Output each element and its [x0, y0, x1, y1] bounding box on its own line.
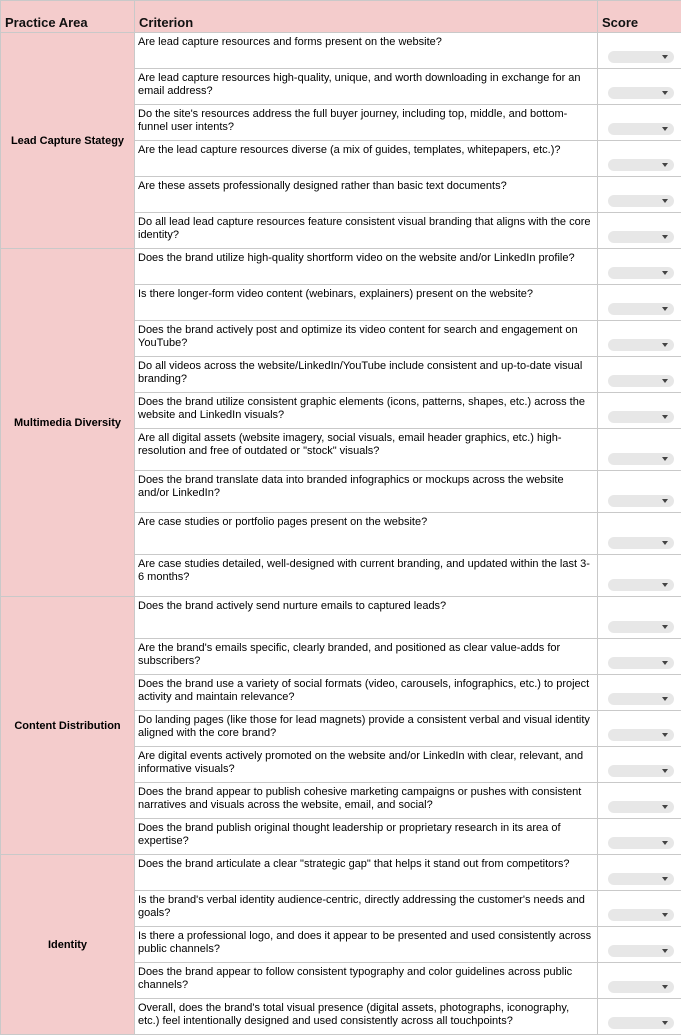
chevron-down-icon[interactable] [662, 625, 668, 629]
criterion-cell[interactable]: Does the brand translate data into branded infographics or mockups across the website and/or LinkedIn? [135, 471, 598, 513]
score-dropdown[interactable] [608, 411, 674, 423]
chevron-down-icon[interactable] [662, 733, 668, 737]
chevron-down-icon[interactable] [662, 127, 668, 131]
score-cell[interactable] [598, 393, 681, 429]
score-cell[interactable] [598, 249, 681, 285]
score-cell[interactable] [598, 747, 681, 783]
criterion-cell[interactable]: Are the lead capture resources diverse (a mix of guides, templates, whitepapers, etc.)? [135, 141, 598, 177]
score-cell[interactable] [598, 597, 681, 639]
score-dropdown[interactable] [608, 123, 674, 135]
criterion-cell[interactable]: Does the brand appear to follow consistent typography and color guidelines across public channels? [135, 963, 598, 999]
score-dropdown[interactable] [608, 339, 674, 351]
criterion-cell[interactable]: Does the brand actively post and optimize its video content for search and engagement on YouTube? [135, 321, 598, 357]
chevron-down-icon[interactable] [662, 379, 668, 383]
criterion-cell[interactable]: Overall, does the brand's total visual presence (digital assets, photographs, iconography, etc.) feel intentionally designed and used consistently across all touchpoints? [135, 999, 598, 1035]
chevron-down-icon[interactable] [662, 841, 668, 845]
chevron-down-icon[interactable] [662, 985, 668, 989]
score-dropdown[interactable] [608, 693, 674, 705]
score-dropdown[interactable] [608, 837, 674, 849]
score-cell[interactable] [598, 639, 681, 675]
chevron-down-icon[interactable] [662, 877, 668, 881]
score-cell[interactable] [598, 429, 681, 471]
table-row [1, 855, 681, 891]
score-dropdown[interactable] [608, 801, 674, 813]
criterion-cell[interactable]: Is the brand's verbal identity audience-centric, directly addressing the customer's needs and goals? [135, 891, 598, 927]
criterion-cell[interactable]: Are digital events actively promoted on the website and/or LinkedIn with clear, relevant, and informative visuals? [135, 747, 598, 783]
criterion-cell[interactable]: Does the brand articulate a clear "strategic gap" that helps it stand out from competitors? [135, 855, 598, 891]
criterion-cell[interactable]: Does the brand utilize high-quality shortform video on the website and/or LinkedIn profile? [135, 249, 598, 285]
chevron-down-icon[interactable] [662, 271, 668, 275]
header-score[interactable]: Score [598, 1, 681, 33]
criterion-cell[interactable]: Do all videos across the website/LinkedIn/YouTube include consistent and up-to-date visual branding? [135, 357, 598, 393]
chevron-down-icon[interactable] [662, 235, 668, 239]
chevron-down-icon[interactable] [662, 541, 668, 545]
criterion-cell[interactable]: Does the brand utilize consistent graphic elements (icons, patterns, shapes, etc.) across the website and LinkedIn visuals? [135, 393, 598, 429]
score-cell[interactable] [598, 711, 681, 747]
chevron-down-icon[interactable] [662, 91, 668, 95]
score-dropdown[interactable] [608, 981, 674, 993]
score-dropdown[interactable] [608, 909, 674, 921]
chevron-down-icon[interactable] [662, 913, 668, 917]
criterion-cell[interactable]: Does the brand use a variety of social formats (video, carousels, infographics, etc.) to project activity and maintain relevance? [135, 675, 598, 711]
criterion-cell[interactable]: Does the brand appear to publish cohesive marketing campaigns or pushes with consistent narratives and visuals across the website, email, and social? [135, 783, 598, 819]
score-cell[interactable] [598, 471, 681, 513]
score-dropdown[interactable] [608, 1017, 674, 1029]
score-cell[interactable] [598, 357, 681, 393]
score-cell[interactable] [598, 963, 681, 999]
table-row [1, 249, 681, 285]
score-cell[interactable] [598, 819, 681, 855]
criterion-cell[interactable]: Do landing pages (like those for lead magnets) provide a consistent verbal and visual identity aligned with the core brand? [135, 711, 598, 747]
criterion-cell[interactable]: Do all lead lead capture resources feature consistent visual branding that aligns with the core identity? [135, 213, 598, 249]
score-cell[interactable] [598, 783, 681, 819]
chevron-down-icon[interactable] [662, 499, 668, 503]
chevron-down-icon[interactable] [662, 457, 668, 461]
score-cell[interactable] [598, 141, 681, 177]
score-cell[interactable] [598, 321, 681, 357]
score-dropdown[interactable] [608, 765, 674, 777]
practice-area-cell[interactable]: Identity [1, 855, 135, 1035]
criterion-cell[interactable]: Are all digital assets (website imagery, social visuals, email header graphics, etc.) high-resolution and free of outdated or "stock" visuals? [135, 429, 598, 471]
score-dropdown[interactable] [608, 537, 674, 549]
score-dropdown[interactable] [608, 195, 674, 207]
chevron-down-icon[interactable] [662, 805, 668, 809]
chevron-down-icon[interactable] [662, 583, 668, 587]
score-cell[interactable] [598, 555, 681, 597]
chevron-down-icon[interactable] [662, 1021, 668, 1025]
score-dropdown[interactable] [608, 159, 674, 171]
score-cell[interactable] [598, 891, 681, 927]
score-dropdown[interactable] [608, 267, 674, 279]
score-cell[interactable] [598, 855, 681, 891]
header-criterion[interactable]: Criterion [135, 1, 598, 33]
chevron-down-icon[interactable] [662, 415, 668, 419]
chevron-down-icon[interactable] [662, 949, 668, 953]
score-cell[interactable] [598, 105, 681, 141]
score-cell[interactable] [598, 927, 681, 963]
score-cell[interactable] [598, 513, 681, 555]
score-dropdown[interactable] [608, 657, 674, 669]
score-dropdown[interactable] [608, 453, 674, 465]
chevron-down-icon[interactable] [662, 163, 668, 167]
score-cell[interactable] [598, 675, 681, 711]
criterion-cell[interactable]: Are lead capture resources and forms present on the website? [135, 33, 598, 69]
score-cell[interactable] [598, 999, 681, 1035]
score-cell[interactable] [598, 33, 681, 69]
criterion-cell[interactable]: Are lead capture resources high-quality, unique, and worth downloading in exchange for an email address? [135, 69, 598, 105]
score-cell[interactable] [598, 177, 681, 213]
practice-area-cell[interactable]: Content Distribution [1, 597, 135, 855]
table-row [1, 33, 681, 69]
criterion-cell[interactable]: Does the brand actively send nurture emails to captured leads? [135, 597, 598, 639]
chevron-down-icon[interactable] [662, 55, 668, 59]
score-dropdown[interactable] [608, 621, 674, 633]
header-practice-area[interactable]: Practice Area [1, 1, 135, 33]
criterion-cell[interactable]: Are these assets professionally designed rather than basic text documents? [135, 177, 598, 213]
score-dropdown[interactable] [608, 87, 674, 99]
score-dropdown[interactable] [608, 231, 674, 243]
chevron-down-icon[interactable] [662, 307, 668, 311]
chevron-down-icon[interactable] [662, 199, 668, 203]
score-dropdown[interactable] [608, 375, 674, 387]
criterion-cell[interactable]: Is there a professional logo, and does it appear to be presented and used consistently across public channels? [135, 927, 598, 963]
criterion-cell[interactable]: Are the brand's emails specific, clearly branded, and positioned as clear value-adds for subscribers? [135, 639, 598, 675]
criterion-cell[interactable]: Do the site's resources address the full buyer journey, including top, middle, and bottom-funnel user intents? [135, 105, 598, 141]
score-cell[interactable] [598, 285, 681, 321]
criterion-cell[interactable]: Does the brand publish original thought leadership or proprietary research in its area of expertise? [135, 819, 598, 855]
chevron-down-icon[interactable] [662, 343, 668, 347]
criterion-cell[interactable]: Is there longer-form video content (webinars, explainers) present on the website? [135, 285, 598, 321]
score-dropdown[interactable] [608, 495, 674, 507]
criterion-cell[interactable]: Are case studies detailed, well-designed with current branding, and updated within the last 3-6 months? [135, 555, 598, 597]
score-dropdown[interactable] [608, 729, 674, 741]
chevron-down-icon[interactable] [662, 769, 668, 773]
practice-area-cell[interactable]: Multimedia Diversity [1, 249, 135, 597]
score-cell[interactable] [598, 213, 681, 249]
score-dropdown[interactable] [608, 945, 674, 957]
header-row [1, 1, 681, 33]
table-row [1, 597, 681, 639]
practice-area-cell[interactable]: Lead Capture Stategy [1, 33, 135, 249]
score-dropdown[interactable] [608, 579, 674, 591]
score-dropdown[interactable] [608, 303, 674, 315]
score-dropdown[interactable] [608, 51, 674, 63]
score-cell[interactable] [598, 69, 681, 105]
score-dropdown[interactable] [608, 873, 674, 885]
chevron-down-icon[interactable] [662, 697, 668, 701]
chevron-down-icon[interactable] [662, 661, 668, 665]
criterion-cell[interactable]: Are case studies or portfolio pages present on the website? [135, 513, 598, 555]
table-body [1, 33, 681, 1035]
